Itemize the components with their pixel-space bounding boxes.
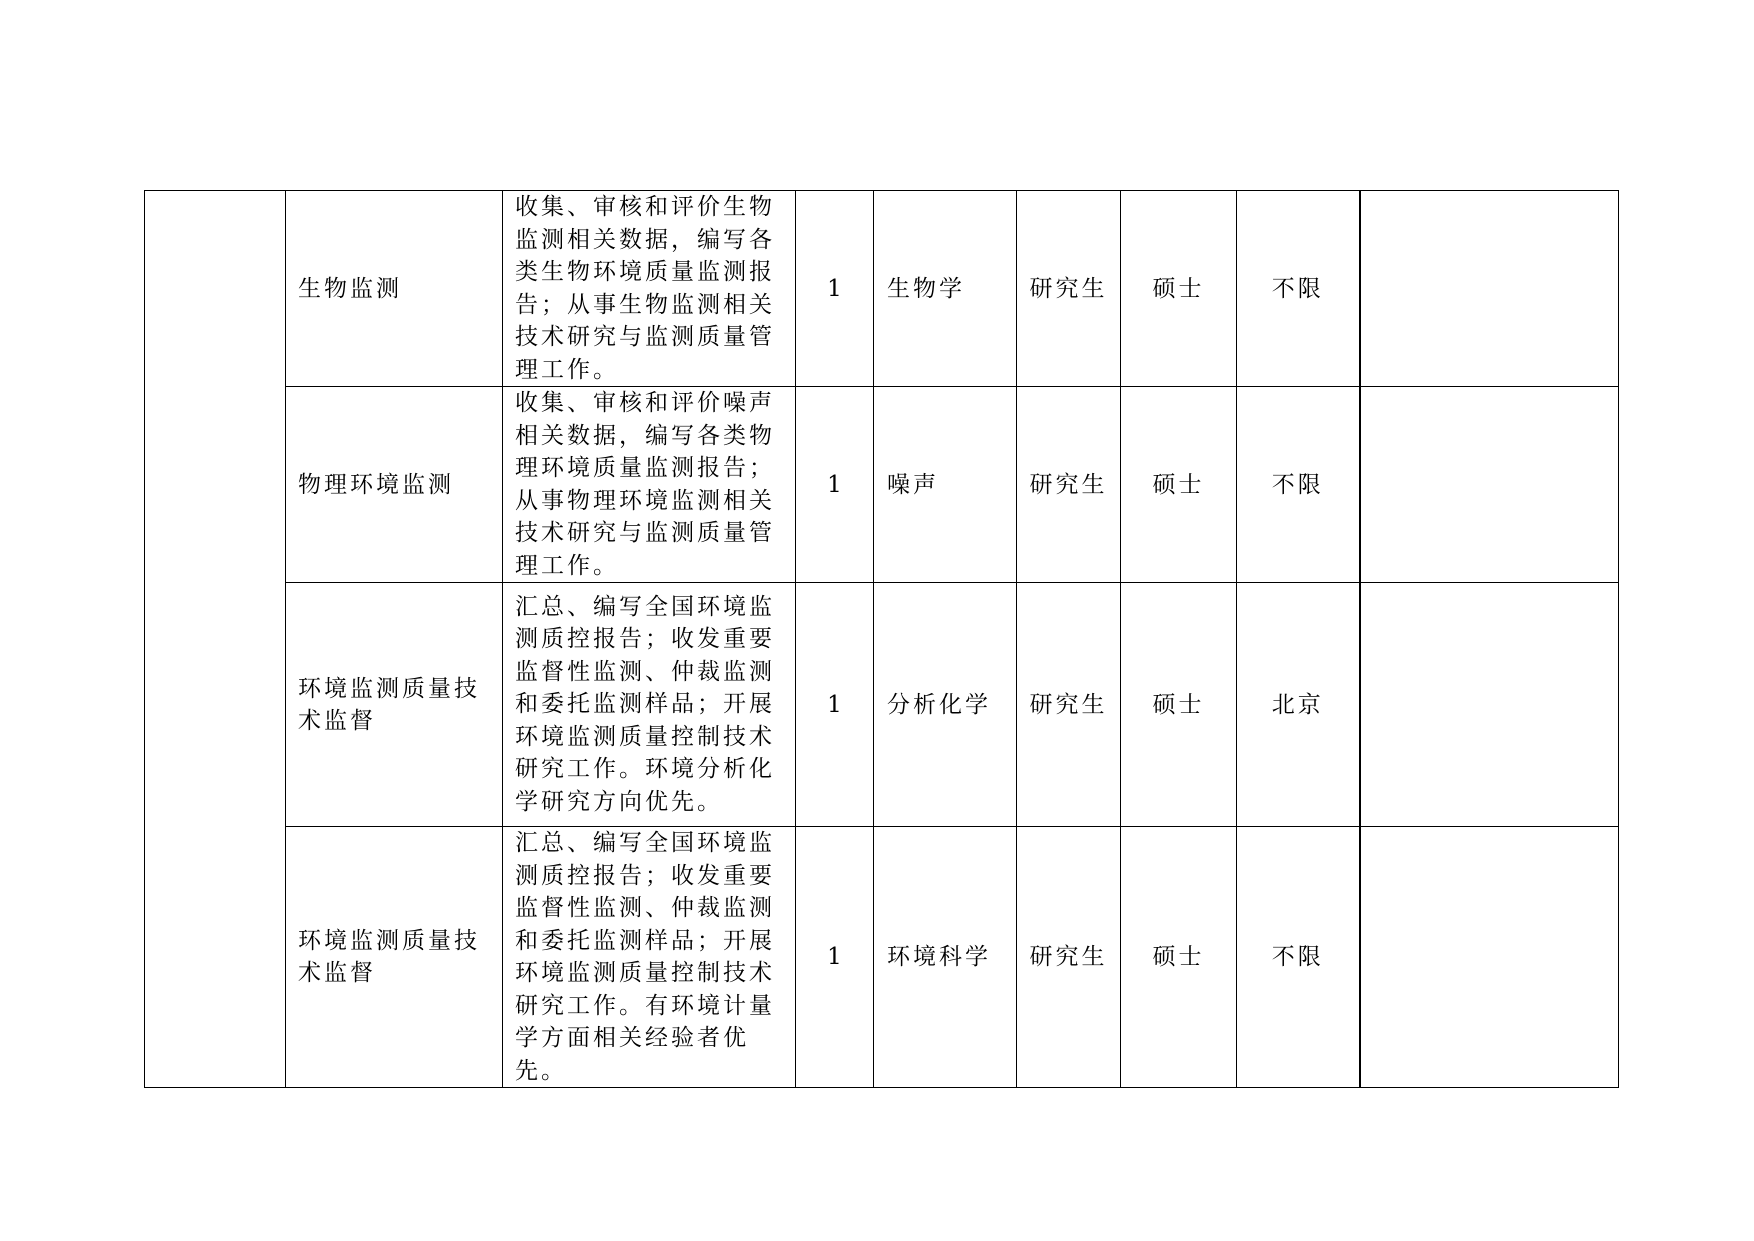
- education-cell: 研究生: [1017, 191, 1121, 387]
- recruitment-table: [144, 190, 1619, 1088]
- post-name-cell: 生物监测: [286, 191, 503, 387]
- remark-cell: [1360, 387, 1619, 583]
- count-cell: 1: [796, 583, 874, 827]
- remark-cell: [1360, 827, 1619, 1088]
- location-cell: 不限: [1237, 827, 1360, 1088]
- location-cell: 北京: [1237, 583, 1360, 827]
- remark-cell: [1360, 583, 1619, 827]
- post-name-cell: 环境监测质量技术监督: [286, 827, 503, 1088]
- description-cell: 收集、审核和评价噪声相关数据，编写各类物理环境质量监测报告；从事物理环境监测相关技术研究与监测质量管理工作。: [503, 387, 796, 583]
- education-cell: 研究生: [1017, 827, 1121, 1088]
- description-cell: 汇总、编写全国环境监测质控报告；收发重要监督性监测、仲裁监测和委托监测样品；开展环境监测质量控制技术研究工作。有环境计量学方面相关经验者优先。: [503, 827, 796, 1088]
- count-cell: 1: [796, 827, 874, 1088]
- post-name-cell: 物理环境监测: [286, 387, 503, 583]
- degree-cell: 硕士: [1121, 387, 1237, 583]
- department-cell: [145, 191, 286, 1088]
- major-cell: 噪声: [874, 387, 1017, 583]
- table-row: [145, 191, 1619, 387]
- count-cell: 1: [796, 191, 874, 387]
- description-cell: 汇总、编写全国环境监测质控报告；收发重要监督性监测、仲裁监测和委托监测样品；开展环境监测质量控制技术研究工作。环境分析化学研究方向优先。: [503, 583, 796, 827]
- description-cell: 收集、审核和评价生物监测相关数据，编写各类生物环境质量监测报告；从事生物监测相关技术研究与监测质量管理工作。: [503, 191, 796, 387]
- remark-cell: [1360, 191, 1619, 387]
- table-row: [145, 387, 1619, 583]
- degree-cell: 硕士: [1121, 583, 1237, 827]
- degree-cell: 硕士: [1121, 827, 1237, 1088]
- major-cell: 生物学: [874, 191, 1017, 387]
- major-cell: 分析化学: [874, 583, 1017, 827]
- degree-cell: 硕士: [1121, 191, 1237, 387]
- location-cell: 不限: [1237, 387, 1360, 583]
- count-cell: 1: [796, 387, 874, 583]
- table-row: [145, 583, 1619, 827]
- table-row: [145, 827, 1619, 1088]
- post-name-cell: 环境监测质量技术监督: [286, 583, 503, 827]
- education-cell: 研究生: [1017, 387, 1121, 583]
- major-cell: 环境科学: [874, 827, 1017, 1088]
- education-cell: 研究生: [1017, 583, 1121, 827]
- location-cell: 不限: [1237, 191, 1360, 387]
